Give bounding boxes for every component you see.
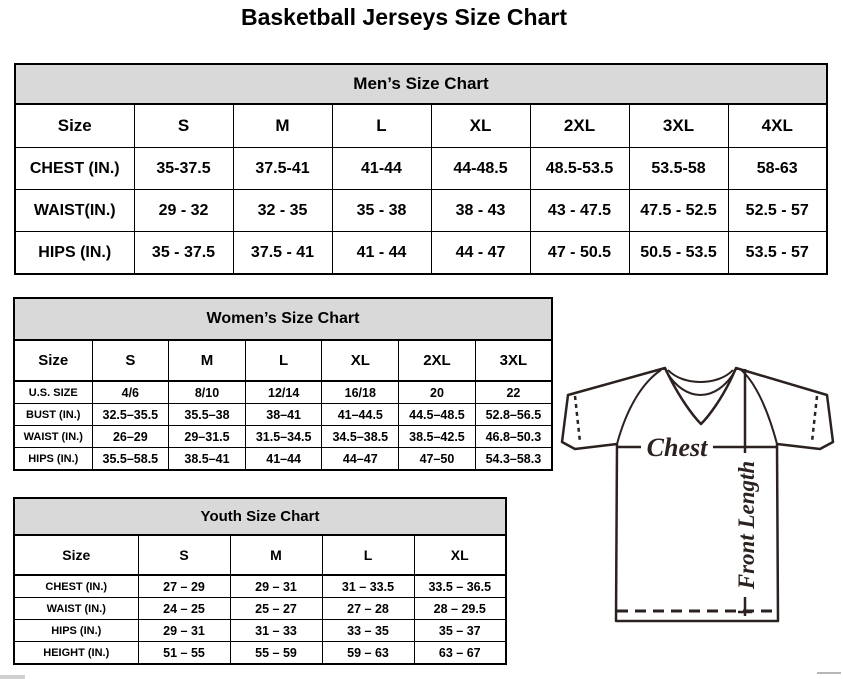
youth-row-label: WAIST (IN.)	[14, 598, 138, 620]
women-col-header: 3XL	[475, 340, 552, 381]
youth-col-header: M	[230, 535, 322, 575]
women-value-cell: 26–29	[92, 426, 169, 448]
youth-col-header: XL	[414, 535, 506, 575]
women-value-cell: 38.5–42.5	[399, 426, 476, 448]
men-value-cell: 37.5 - 41	[233, 232, 332, 275]
scrollbar-track-fragment[interactable]	[817, 672, 841, 674]
collar-arc-outer	[668, 370, 733, 382]
men-value-cell: 47.5 - 52.5	[629, 190, 728, 232]
youth-value-cell: 28 – 29.5	[414, 598, 506, 620]
women-row-label: HIPS (IN.)	[14, 448, 92, 471]
youth-col-header: Size	[14, 535, 138, 575]
men-value-cell: 47 - 50.5	[530, 232, 629, 275]
youth-value-cell: 29 – 31	[138, 620, 230, 642]
women-col-header: L	[245, 340, 322, 381]
women-table-row	[14, 448, 552, 471]
women-value-cell: 34.5–38.5	[322, 426, 399, 448]
youth-value-cell: 29 – 31	[230, 575, 322, 598]
women-col-header: S	[92, 340, 169, 381]
women-col-header: XL	[322, 340, 399, 381]
men-value-cell: 44-48.5	[431, 148, 530, 190]
youth-value-cell: 27 – 29	[138, 575, 230, 598]
men-table-row	[15, 148, 827, 190]
mens-size-chart-table	[14, 63, 828, 275]
youth-size-chart-table	[13, 497, 507, 665]
men-col-header: XL	[431, 104, 530, 148]
youth-table-row	[14, 598, 506, 620]
youth-col-header: L	[322, 535, 414, 575]
women-value-cell: 31.5–34.5	[245, 426, 322, 448]
men-col-header: M	[233, 104, 332, 148]
women-row-label: WAIST (IN.)	[14, 426, 92, 448]
women-value-cell: 8/10	[169, 381, 246, 404]
womens-size-chart-table	[13, 297, 553, 471]
women-value-cell: 35.5–38	[169, 404, 246, 426]
women-value-cell: 52.8–56.5	[475, 404, 552, 426]
men-value-cell: 50.5 - 53.5	[629, 232, 728, 275]
men-value-cell: 29 - 32	[134, 190, 233, 232]
women-value-cell: 16/18	[322, 381, 399, 404]
youth-value-cell: 31 – 33.5	[322, 575, 414, 598]
women-value-cell: 32.5–35.5	[92, 404, 169, 426]
youth-table-row	[14, 620, 506, 642]
youth-value-cell: 51 – 55	[138, 642, 230, 665]
women-value-cell: 44–47	[322, 448, 399, 471]
men-value-cell: 35 - 37.5	[134, 232, 233, 275]
youth-value-cell: 33.5 – 36.5	[414, 575, 506, 598]
youth-table-row	[14, 642, 506, 665]
men-value-cell: 52.5 - 57	[728, 190, 827, 232]
men-value-cell: 32 - 35	[233, 190, 332, 232]
men-value-cell: 44 - 47	[431, 232, 530, 275]
women-chart-caption: Women’s Size Chart	[14, 298, 552, 340]
women-row-label: BUST (IN.)	[14, 404, 92, 426]
jersey-measurement-diagram	[555, 355, 843, 645]
youth-value-cell: 63 – 67	[414, 642, 506, 665]
youth-value-cell: 25 – 27	[230, 598, 322, 620]
youth-row-label: HEIGHT (IN.)	[14, 642, 138, 665]
youth-table-row	[14, 575, 506, 598]
youth-value-cell: 59 – 63	[322, 642, 414, 665]
men-table-row	[15, 190, 827, 232]
men-value-cell: 58-63	[728, 148, 827, 190]
men-row-label: CHEST (IN.)	[15, 148, 134, 190]
youth-value-cell: 55 – 59	[230, 642, 322, 665]
youth-chart-caption: Youth Size Chart	[14, 498, 506, 535]
women-value-cell: 54.3–58.3	[475, 448, 552, 471]
men-value-cell: 37.5-41	[233, 148, 332, 190]
women-value-cell: 46.8–50.3	[475, 426, 552, 448]
women-value-cell: 35.5–58.5	[92, 448, 169, 471]
men-col-header: 2XL	[530, 104, 629, 148]
women-value-cell: 38–41	[245, 404, 322, 426]
youth-value-cell: 27 – 28	[322, 598, 414, 620]
men-value-cell: 43 - 47.5	[530, 190, 629, 232]
men-chart-caption: Men’s Size Chart	[15, 64, 827, 104]
men-table-row	[15, 232, 827, 275]
youth-row-label: HIPS (IN.)	[14, 620, 138, 642]
men-value-cell: 53.5-58	[629, 148, 728, 190]
women-table-row	[14, 381, 552, 404]
women-value-cell: 20	[399, 381, 476, 404]
women-value-cell: 22	[475, 381, 552, 404]
youth-value-cell: 24 – 25	[138, 598, 230, 620]
women-value-cell: 47–50	[399, 448, 476, 471]
front-length-label: Front Length	[734, 460, 759, 590]
women-col-header: 2XL	[399, 340, 476, 381]
women-value-cell: 29–31.5	[169, 426, 246, 448]
men-col-header: S	[134, 104, 233, 148]
men-value-cell: 53.5 - 57	[728, 232, 827, 275]
women-value-cell: 41–44.5	[322, 404, 399, 426]
men-value-cell: 41-44	[332, 148, 431, 190]
jersey-outline	[562, 368, 833, 621]
men-value-cell: 35-37.5	[134, 148, 233, 190]
men-row-label: WAIST(IN.)	[15, 190, 134, 232]
youth-col-header: S	[138, 535, 230, 575]
page-title: Basketball Jerseys Size Chart	[240, 4, 567, 30]
chest-label: Chest	[646, 433, 708, 462]
men-col-header: L	[332, 104, 431, 148]
women-row-label: U.S. SIZE	[14, 381, 92, 404]
men-value-cell: 48.5-53.5	[530, 148, 629, 190]
youth-row-label: CHEST (IN.)	[14, 575, 138, 598]
women-value-cell: 38.5–41	[169, 448, 246, 471]
youth-value-cell: 31 – 33	[230, 620, 322, 642]
women-col-header: M	[169, 340, 246, 381]
men-col-header: 4XL	[728, 104, 827, 148]
men-col-header: Size	[15, 104, 134, 148]
women-value-cell: 12/14	[245, 381, 322, 404]
women-table-row	[14, 404, 552, 426]
scrollbar-thumb-fragment[interactable]	[0, 675, 25, 679]
women-col-header: Size	[14, 340, 92, 381]
women-table-row	[14, 426, 552, 448]
youth-value-cell: 35 – 37	[414, 620, 506, 642]
women-value-cell: 44.5–48.5	[399, 404, 476, 426]
men-value-cell: 35 - 38	[332, 190, 431, 232]
women-value-cell: 41–44	[245, 448, 322, 471]
men-value-cell: 41 - 44	[332, 232, 431, 275]
men-col-header: 3XL	[629, 104, 728, 148]
men-row-label: HIPS (IN.)	[15, 232, 134, 275]
women-value-cell: 4/6	[92, 381, 169, 404]
men-value-cell: 38 - 43	[431, 190, 530, 232]
youth-value-cell: 33 – 35	[322, 620, 414, 642]
